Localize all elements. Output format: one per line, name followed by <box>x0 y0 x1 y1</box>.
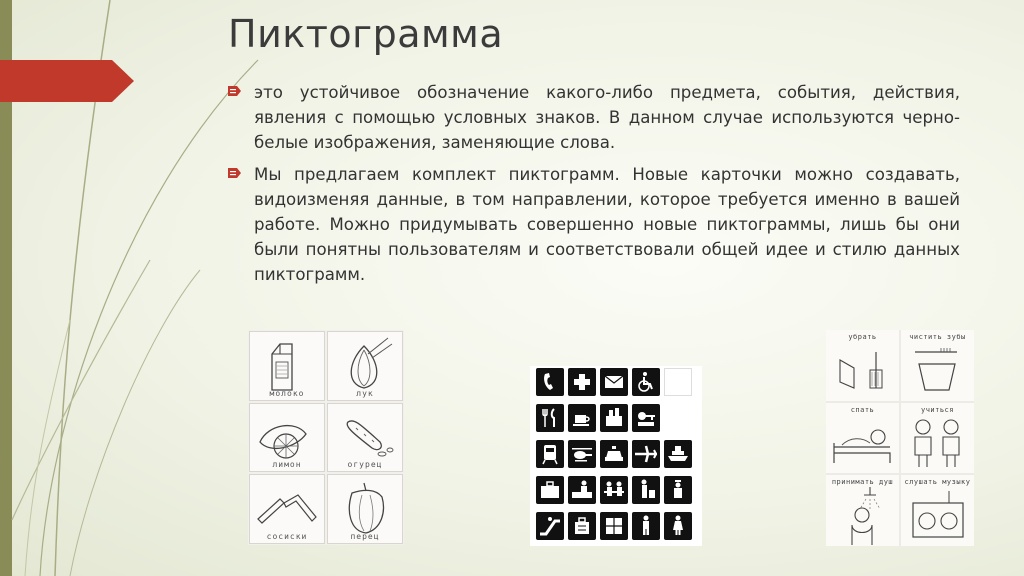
card-label: лимон <box>272 460 302 470</box>
card-clean-up <box>826 330 899 401</box>
card-lemon <box>249 403 325 473</box>
broom-dustpan-icon <box>826 330 899 400</box>
students-icon <box>901 403 974 473</box>
card-listen-music <box>901 475 974 546</box>
empty-sign-slot <box>664 368 692 396</box>
bullet-item <box>228 162 960 287</box>
card-label: учиться <box>920 405 954 414</box>
toothbrush-cup-icon <box>901 330 974 400</box>
card-cucumber <box>327 403 403 473</box>
customs-icon <box>568 476 596 504</box>
shop-icon <box>600 404 628 432</box>
card-label: спать <box>850 405 875 414</box>
bullet-item <box>228 80 960 155</box>
mail-icon <box>600 368 628 396</box>
hand-drawn-food-cards <box>248 330 404 545</box>
card-pepper <box>327 474 403 544</box>
card-sleep <box>826 403 899 474</box>
card-onion <box>327 331 403 401</box>
phone-icon <box>536 368 564 396</box>
card-label: лук <box>356 388 374 398</box>
women-icon <box>664 512 692 540</box>
first-aid-icon <box>568 368 596 396</box>
taxi-icon <box>600 440 628 468</box>
card-label: молоко <box>269 388 305 398</box>
men-icon <box>632 512 660 540</box>
check-in-icon <box>600 476 628 504</box>
card-label: убрать <box>848 333 877 341</box>
coffee-icon <box>568 404 596 432</box>
helicopter-icon <box>568 440 596 468</box>
lost-luggage-icon <box>568 512 596 540</box>
restaurant-icon <box>536 404 564 432</box>
card-sausages <box>249 474 325 544</box>
bed-icon <box>826 403 899 473</box>
lockers-icon <box>600 512 628 540</box>
card-shower <box>826 475 899 546</box>
slide-title: Пиктограмма <box>228 12 504 56</box>
key-icon <box>632 404 660 432</box>
card-label: сосиски <box>266 531 308 541</box>
title-accent-arrow <box>0 60 136 102</box>
card-label: принимать душ <box>831 478 894 487</box>
bullet-text: Мы предлагаем комплект пиктограмм. Новые карточки можно создавать, видоизменяя данные, в том направлении, которое требуется именно в вашей работе. Можно придумывать совершенно новые пиктограммы, лишь бы они были понятны пользователям и соответствовали общей идее и стилю данных пиктограмм. <box>254 165 960 284</box>
public-sign-pictograms <box>530 366 702 546</box>
train-icon <box>536 440 564 468</box>
card-milk <box>249 331 325 401</box>
airplane-icon <box>632 440 660 468</box>
card-study <box>901 403 974 474</box>
bullet-arrow-icon <box>228 85 242 97</box>
card-label: слушать музыку <box>904 478 971 487</box>
bullet-list <box>228 80 960 294</box>
shower-icon <box>826 475 899 545</box>
ship-icon <box>664 440 692 468</box>
card-label: огурец <box>347 460 383 470</box>
bullet-arrow-icon <box>228 167 242 179</box>
baggage-claim-icon <box>632 476 660 504</box>
card-brush-teeth <box>901 330 974 401</box>
card-label: перец <box>350 531 380 541</box>
radio-player-icon <box>901 475 974 545</box>
officer-icon <box>664 476 692 504</box>
daily-routine-cards <box>826 330 974 546</box>
bullet-text: это устойчивое обозначение какого-либо предмета, события, действия, явления с помощью условных знаков. В данном случае используются черно-белые изображения, заменяющие слова. <box>254 83 960 152</box>
card-label: чистить зубы <box>909 333 966 341</box>
wheelchair-icon <box>632 368 660 396</box>
luggage-icon <box>536 476 564 504</box>
escalator-icon <box>536 512 564 540</box>
